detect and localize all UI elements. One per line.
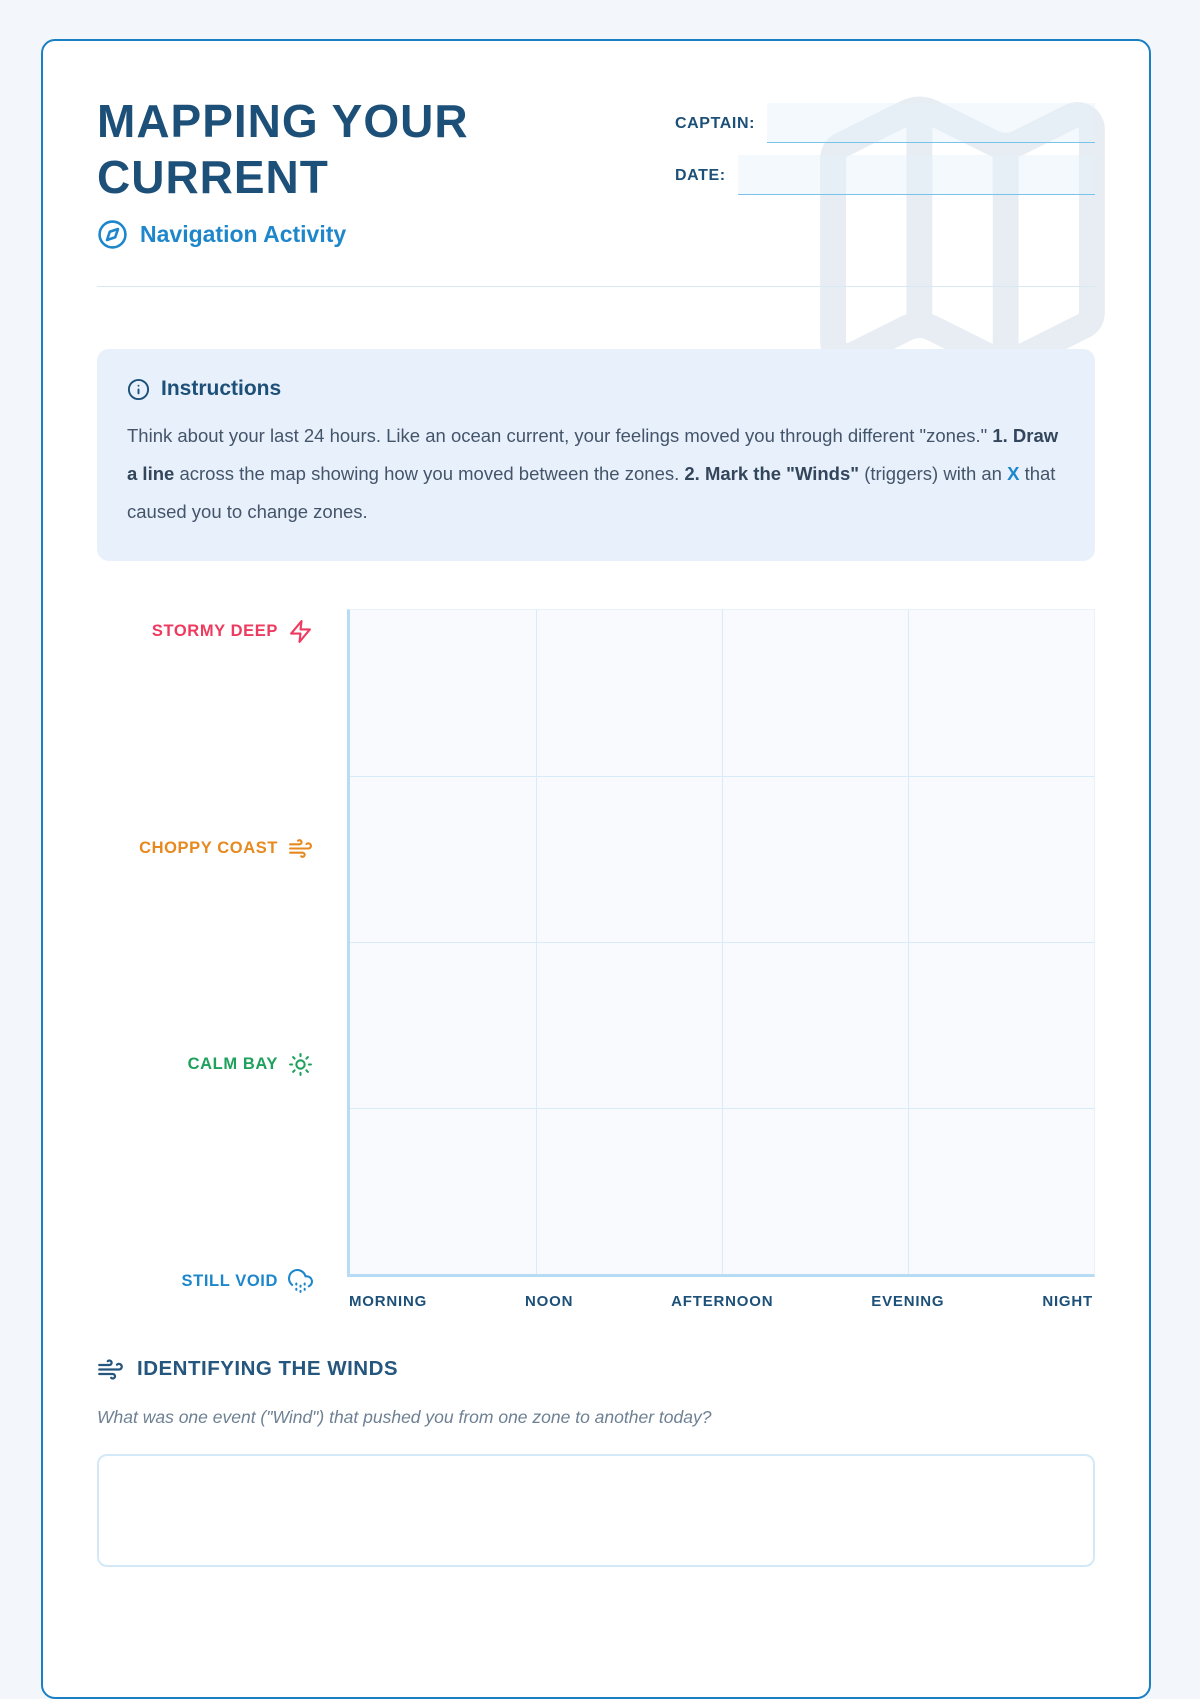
map-grid-cell[interactable] (722, 610, 908, 776)
sun-icon (288, 1052, 313, 1077)
map-grid-cell[interactable] (350, 776, 536, 942)
zone-stormy-deep (152, 619, 313, 644)
instructions-segment: that caused you to change zones. (127, 463, 1056, 523)
map-grid-cell[interactable] (908, 1108, 1094, 1274)
instructions-segment: Think about your last 24 hours. Like an ocean current, your feelings moved you through different "zones." (127, 425, 993, 447)
zone-label: CALM BAY (187, 1055, 278, 1074)
map-grid-cell[interactable] (722, 776, 908, 942)
time-axis-labels (347, 1293, 1095, 1310)
map-grid-cell[interactable] (536, 610, 722, 776)
captain-field-row (675, 103, 1095, 143)
zone-calm-bay (188, 1052, 313, 1077)
instructions-box (97, 349, 1095, 561)
time-label-night: NIGHT (1042, 1292, 1093, 1310)
zone-still-void (182, 1269, 313, 1294)
zone-choppy-coast (139, 836, 313, 861)
map-grid-cell[interactable] (908, 942, 1094, 1108)
page-subtitle: Navigation Activity (140, 221, 347, 248)
winds-question: What was one event ("Wind") that pushed you from one zone to another today? (97, 1406, 712, 1427)
map-grid-cell[interactable] (350, 610, 536, 776)
date-field-row (675, 155, 1095, 195)
winds-heading: IDENTIFYING THE WINDS (137, 1357, 399, 1381)
instructions-heading: Instructions (161, 377, 282, 401)
instructions-segment: (triggers) with an (859, 463, 1008, 485)
time-label-noon: NOON (525, 1292, 574, 1310)
map-grid-cell[interactable] (536, 942, 722, 1108)
instructions-segment-bold: 1. Draw a line (127, 425, 1059, 485)
map-grid-cell[interactable] (722, 942, 908, 1108)
header-fields (675, 93, 1095, 250)
date-label: DATE: (675, 167, 726, 184)
worksheet-card (41, 39, 1151, 1699)
zone-label: STILL VOID (181, 1271, 278, 1290)
instructions-text (127, 417, 1065, 531)
wind-icon (97, 1356, 124, 1383)
time-label-morning: MORNING (349, 1292, 428, 1310)
captain-label: CAPTAIN: (675, 115, 756, 132)
time-label-evening: EVENING (871, 1292, 945, 1310)
zone-label: CHOPPY COAST (139, 838, 278, 857)
page-title: MAPPING YOUR CURRENT (97, 95, 469, 204)
cloud-drizzle-icon (288, 1269, 313, 1294)
header (97, 93, 1095, 250)
winds-section (97, 1356, 1095, 1567)
info-icon (127, 378, 150, 401)
zone-label: STORMY DEEP (151, 621, 278, 640)
map-grid-cell[interactable] (536, 776, 722, 942)
map-grid (347, 609, 1095, 1277)
map-grid-cell[interactable] (908, 776, 1094, 942)
map-grid-cell[interactable] (722, 1108, 908, 1274)
map-grid-cell[interactable] (350, 942, 536, 1108)
instructions-segment-x-mark: X (1007, 463, 1020, 485)
map-grid-cell[interactable] (536, 1108, 722, 1274)
winds-heading-row (97, 1356, 1095, 1383)
zap-icon (288, 619, 313, 644)
instructions-heading-row (127, 377, 1065, 401)
instructions-segment-bold: 2. Mark the "Winds" (684, 463, 860, 485)
header-divider (97, 286, 1095, 287)
winds-answer-input[interactable] (97, 1454, 1095, 1567)
compass-icon (97, 219, 128, 250)
zone-axis-labels (97, 609, 347, 1310)
captain-input[interactable] (767, 103, 1095, 143)
instructions-segment: across the map showing how you moved between the zones. (174, 463, 685, 485)
map-grid-cell[interactable] (350, 1108, 536, 1274)
date-input[interactable] (738, 155, 1095, 195)
map-grid-cell[interactable] (908, 610, 1094, 776)
time-label-afternoon: AFTERNOON (671, 1292, 774, 1310)
current-map-chart (97, 609, 1095, 1310)
page-subtitle-row (97, 219, 597, 250)
wind-icon (288, 836, 313, 861)
